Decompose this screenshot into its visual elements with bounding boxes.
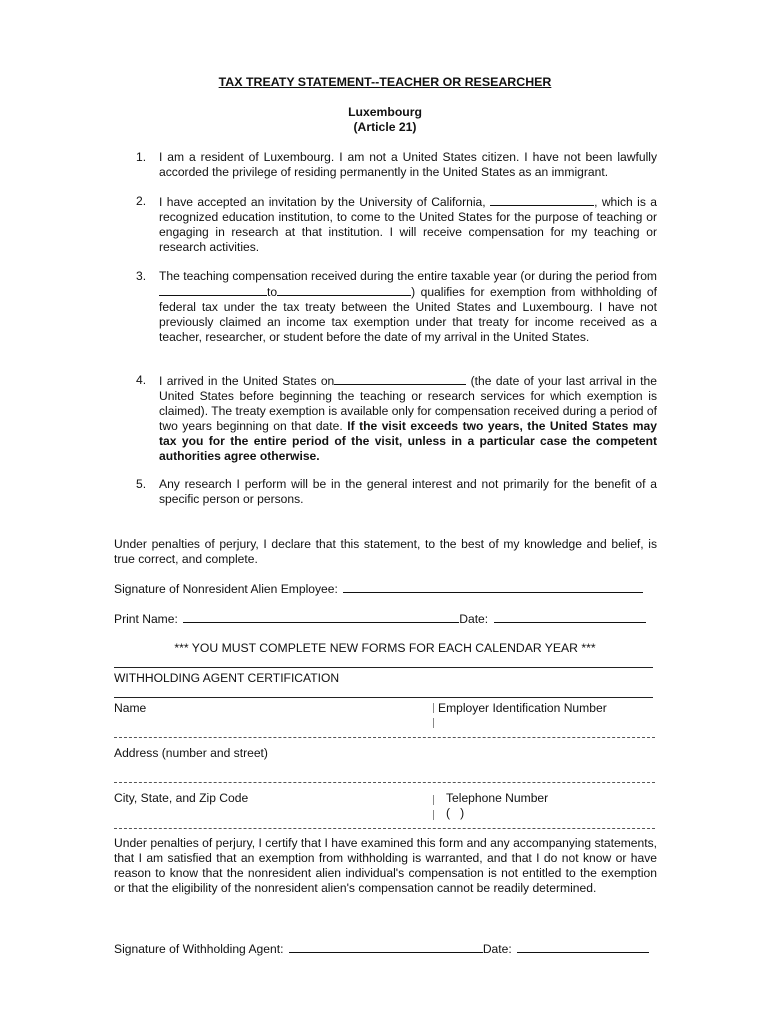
agent-date-label: Date:	[482, 942, 512, 956]
item-text	[159, 194, 657, 255]
period-to-blank[interactable]	[277, 284, 411, 296]
country-heading: Luxembourg	[348, 105, 422, 119]
item-text-part: I have accepted an invitation by the University of California,	[159, 195, 486, 209]
item-number: 2.	[136, 194, 147, 208]
item-text: I am a resident of Luxembourg. I am not a United States citizen. I have not been lawfully accorded the privilege of residing permanently in the United States as an immigrant.	[159, 150, 657, 179]
article-heading: (Article 21)	[353, 120, 417, 134]
employee-signature-row	[114, 581, 657, 597]
field-divider	[114, 782, 655, 783]
item-text-part: (the date of your last arrival in the United States before beginning the teaching or research services for which exemption is claimed). The treaty exemption is available only for compensation received during a period of two years beginning on that date.	[159, 374, 657, 433]
calendar-year-notice: *** YOU MUST COMPLETE NEW FORMS FOR EACH CALENDAR YEAR ***	[174, 641, 596, 655]
item-text	[159, 269, 657, 345]
university-campus-blank[interactable]	[490, 194, 594, 206]
item-number: 3.	[136, 269, 147, 283]
agent-date-field[interactable]	[517, 941, 649, 953]
item-text-part: ) qualifies for exemption from withholding of federal tax under the tax treaty between the United States and Luxembourg. I have not previously claimed an income tax exemption under that treaty for income received as a teacher, researcher, or student before the date of my arrival in the United States.	[159, 285, 657, 344]
agent-signature-field[interactable]	[289, 941, 483, 953]
date-field[interactable]	[494, 611, 646, 623]
field-divider	[114, 828, 655, 829]
phone-format[interactable]: ( )	[446, 806, 465, 820]
item-number: 4.	[136, 373, 147, 387]
phone-label[interactable]: Telephone Number	[446, 791, 549, 805]
agent-signature-label: Signature of Withholding Agent:	[114, 942, 284, 956]
item-text-part: The teaching compensation received during the entire taxable year (or during the period from	[159, 269, 657, 283]
employee-signature-label: Signature of Nonresident Alien Employee:	[114, 582, 338, 596]
agent-address-label[interactable]: Address (number and street)	[114, 746, 268, 760]
item-bold-warning: If the visit exceeds two years, the United States may tax you for the entire period of the visit, unless in a particular case the competent authorities agree otherwise.	[159, 419, 657, 463]
agent-signature-row	[114, 941, 657, 957]
field-separator	[433, 810, 434, 820]
period-from-blank[interactable]	[159, 284, 267, 296]
item-text-part: to	[267, 285, 278, 299]
item-text	[159, 373, 657, 464]
agent-name-label[interactable]: Name	[114, 701, 147, 715]
agent-certification: Under penalties of perjury, I certify that I have examined this form and any accompanying statements, that I am satisfied that an exemption from withholding is warranted, and that I do not know or have reason to know that the nonresident alien individual's compensation is not entitled to the exemption or that the eligibility of the nonresident alien's compensation cannot be readily determined.	[114, 836, 657, 895]
section-divider	[114, 667, 653, 668]
print-name-label: Print Name:	[114, 612, 178, 626]
agent-section-heading: WITHHOLDING AGENT CERTIFICATION	[114, 671, 340, 685]
print-name-row	[114, 611, 657, 627]
item-text: Any research I perform will be in the general interest and not primarily for the benefit of a specific person or persons.	[159, 477, 657, 506]
item-number: 1.	[136, 150, 147, 164]
ein-label[interactable]: Employer Identification Number	[438, 701, 607, 715]
item-number: 5.	[136, 477, 147, 491]
field-separator	[433, 703, 434, 713]
agent-city-label[interactable]: City, State, and Zip Code	[114, 791, 249, 805]
item-text-part: I arrived in the United States on	[159, 374, 335, 388]
field-divider	[114, 737, 655, 738]
form-title: TAX TREATY STATEMENT--TEACHER OR RESEARCHER	[218, 75, 552, 89]
field-separator	[433, 795, 434, 805]
date-label: Date:	[459, 612, 489, 626]
arrival-date-blank[interactable]	[334, 373, 466, 385]
perjury-statement: Under penalties of perjury, I declare that this statement, to the best of my knowledge and belief, is true correct, and complete.	[114, 537, 657, 566]
field-separator	[433, 718, 434, 728]
section-divider	[114, 697, 653, 698]
employee-signature-field[interactable]	[343, 581, 643, 593]
item-text-part: , which is a recognized education institution, to come to the United States for the purpose of teaching or engaging in research at that institution. I will receive compensation for my teaching or research activities.	[159, 195, 657, 254]
print-name-field[interactable]	[183, 611, 459, 623]
